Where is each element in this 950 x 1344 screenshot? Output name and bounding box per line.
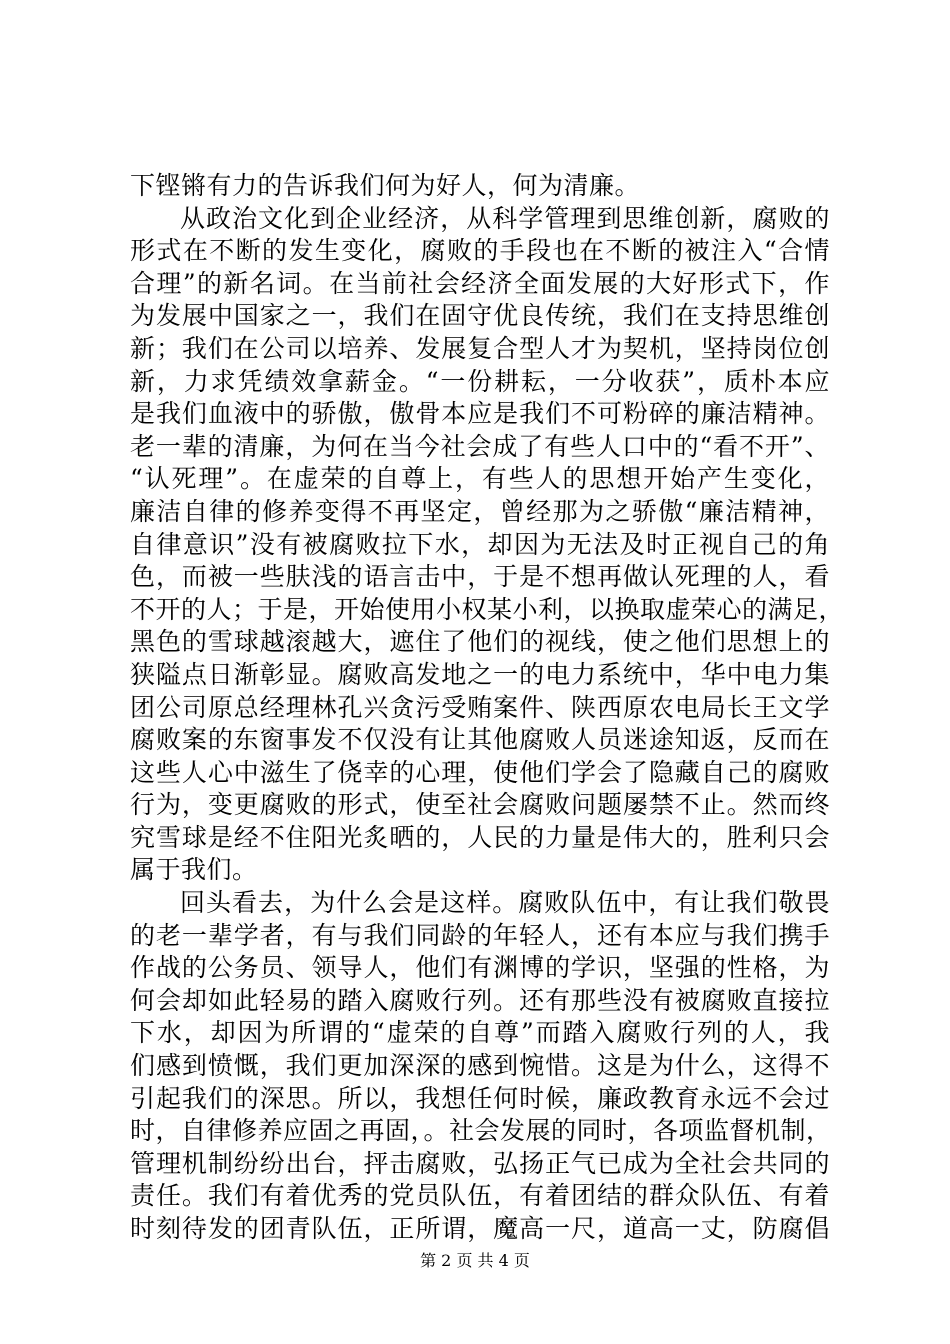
text-line: 这些人心中滋生了侥幸的心理，使他们学会了隐藏自己的腐败	[130, 757, 830, 787]
text-line: 新，力求凭绩效拿薪金。“一份耕耘，一分收获”，质朴本应	[130, 366, 830, 396]
text-line: 管理机制纷纷出台，抨击腐败，弘扬正气已成为全社会共同的	[130, 1148, 830, 1178]
text-line: 老一辈的清廉，为何在当今社会成了有些人口中的“看不开”、	[130, 431, 830, 461]
text-line: 黑色的雪球越滚越大，遮住了他们的视线，使之他们思想上的	[130, 627, 830, 657]
page-footer: 第 2 页 共 4 页	[420, 1251, 530, 1270]
text-line: 为发展中国家之一，我们在固守优良传统，我们在支持思维创	[130, 301, 830, 331]
text-line: 时，自律修养应固之再固，。社会发展的同时，各项监督机制，	[130, 1116, 832, 1146]
text-line: 从政治文化到企业经济，从科学管理到思维创新，腐败的	[180, 203, 830, 233]
text-line: 是我们血液中的骄傲，傲骨本应是我们不可粉碎的廉洁精神。	[130, 399, 830, 429]
text-line: 属于我们。	[130, 855, 258, 885]
text-line: 自律意识”没有被腐败拉下水，却因为无法及时正视自己的角	[130, 529, 830, 559]
text-line: 新；我们在公司以培养、发展复合型人才为契机，坚持岗位创	[130, 333, 830, 363]
text-line: 行为，变更腐败的形式，使至社会腐败问题屡禁不止。然而终	[130, 790, 830, 820]
text-line: 究雪球是经不住阳光炙晒的，人民的力量是伟大的，胜利只会	[130, 822, 830, 852]
text-line: 责任。我们有着优秀的党员队伍，有着团结的群众队伍、有着	[130, 1181, 830, 1211]
text-line: 何会却如此轻易的踏入腐败行列。还有那些没有被腐败直接拉	[130, 985, 830, 1015]
text-line: 作战的公务员、领导人，他们有渊博的学识，坚强的性格，为	[130, 953, 830, 983]
text-line: 不开的人；于是，开始使用小权某小利，以换取虚荣心的满足，	[130, 594, 845, 624]
text-line: 色，而被一些肤浅的语言击中，于是不想再做认死理的人，看	[130, 562, 830, 592]
text-line: 的老一辈学者，有与我们同龄的年轻人，还有本应与我们携手	[130, 920, 830, 950]
text-line: 形式在不断的发生变化，腐败的手段也在不断的被注入“合情	[130, 236, 830, 266]
text-line: 狭隘点日渐彰显。腐败高发地之一的电力系统中，华中电力集	[130, 659, 830, 689]
text-line: 下铿锵有力的告诉我们何为好人，何为清廉。	[130, 171, 641, 200]
text-line: 下水，却因为所谓的“虚荣的自尊”而踏入腐败行列的人，我	[130, 1018, 830, 1048]
document-body	[130, 170, 845, 1246]
text-line: 回头看去，为什么会是这样。腐败队伍中，有让我们敬畏	[180, 888, 830, 918]
text-line: 引起我们的深思。所以，我想任何时候，廉政教育永远不会过	[130, 1083, 830, 1113]
text-line: 合理”的新名词。在当前社会经济全面发展的大好形式下，作	[130, 268, 830, 298]
text-line: 时刻待发的团青队伍，正所谓，魔高一尺，道高一丈，防腐倡	[130, 1214, 830, 1243]
text-line: 腐败案的东窗事发不仅没有让其他腐败人员迷途知返，反而在	[130, 725, 830, 755]
text-line: “认死理”。在虚荣的自尊上，有些人的思想开始产生变化，	[130, 464, 830, 494]
text-line: 团公司原总经理林孔兴贪污受贿案件、陕西原农电局长王文学	[130, 692, 830, 722]
text-line: 们感到愤慨，我们更加深深的感到惋惜。这是为什么，这得不	[130, 1051, 830, 1081]
text-line: 廉洁自律的修养变得不再坚定，曾经那为之骄傲“廉洁精神，	[130, 496, 830, 526]
